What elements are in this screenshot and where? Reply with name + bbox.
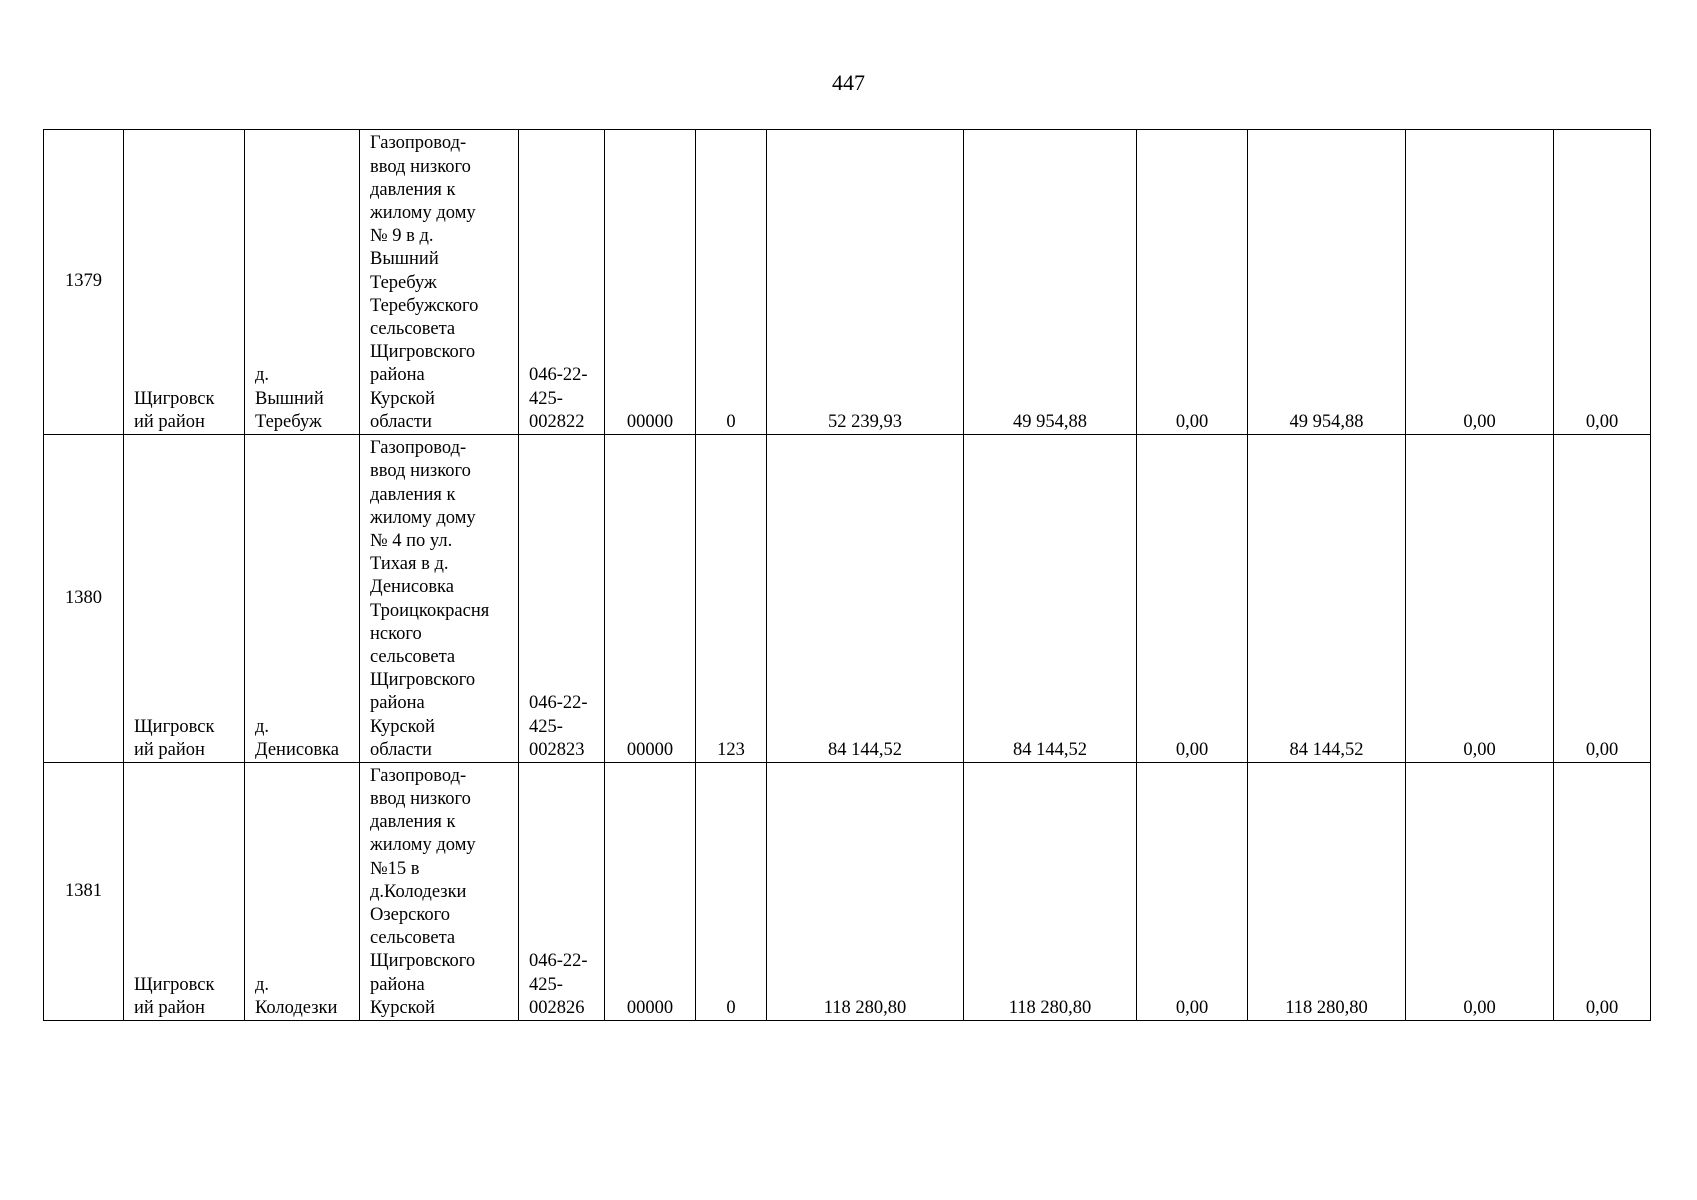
settlement-cell: д. Вышний Теребуж <box>245 130 360 435</box>
row-number: 1380 <box>44 435 124 763</box>
residual-value-cell: 84 144,52 <box>964 435 1137 763</box>
amount-cell: 0,00 <box>1554 130 1651 435</box>
amount-cell: 84 144,52 <box>1248 435 1406 763</box>
residual-value-cell: 49 954,88 <box>964 130 1137 435</box>
table-row <box>44 130 1651 435</box>
district-cell: Щигровск ий район <box>124 130 245 435</box>
row-number: 1379 <box>44 130 124 435</box>
book-value-cell: 84 144,52 <box>767 435 964 763</box>
page-number: 447 <box>832 70 865 95</box>
book-value-cell: 52 239,93 <box>767 130 964 435</box>
registration-code-cell: 046-22- 425- 002823 <box>519 435 605 763</box>
amount-cell: 0,00 <box>1137 435 1248 763</box>
object-description-cell: Газопровод- ввод низкого давления к жилому дому № 4 по ул. Тихая в д. Денисовка Троицкокрасня нского сельсовета Щигровского района Курской области <box>360 435 519 763</box>
amount-cell: 0,00 <box>1406 763 1554 1021</box>
amount-cell: 0,00 <box>1554 435 1651 763</box>
amount-cell: 0,00 <box>1406 130 1554 435</box>
book-value-cell: 118 280,80 <box>767 763 964 1021</box>
length-cell: 123 <box>696 435 767 763</box>
code-cell: 00000 <box>605 763 696 1021</box>
length-cell: 0 <box>696 763 767 1021</box>
table-row <box>44 435 1651 763</box>
object-description-text: Газопровод- ввод низкого давления к жилому дому №15 в д.Колодезки Озерского сельсовета Щигровского района Курской <box>370 765 476 1018</box>
amount-cell: 118 280,80 <box>1248 763 1406 1021</box>
district-cell: Щигровск ий район <box>124 763 245 1021</box>
amount-cell: 49 954,88 <box>1248 130 1406 435</box>
amount-cell: 0,00 <box>1137 763 1248 1021</box>
amount-cell: 0,00 <box>1554 763 1651 1021</box>
amount-cell: 0,00 <box>1137 130 1248 435</box>
registration-code-cell: 046-22- 425- 002822 <box>519 130 605 435</box>
district-cell: Щигровск ий район <box>124 435 245 763</box>
settlement-cell: д. Колодезки <box>245 763 360 1021</box>
table-row <box>44 763 1651 1021</box>
registry-table <box>43 129 1651 1021</box>
amount-cell: 0,00 <box>1406 435 1554 763</box>
code-cell: 00000 <box>605 435 696 763</box>
registration-code-cell: 046-22- 425- 002826 <box>519 763 605 1021</box>
object-description-cell <box>360 763 519 1021</box>
code-cell: 00000 <box>605 130 696 435</box>
length-cell: 0 <box>696 130 767 435</box>
residual-value-cell: 118 280,80 <box>964 763 1137 1021</box>
row-number: 1381 <box>44 763 124 1021</box>
settlement-cell: д. Денисовка <box>245 435 360 763</box>
object-description-cell: Газопровод- ввод низкого давления к жилому дому № 9 в д. Вышний Теребуж Теребужского сельсовета Щигровского района Курской области <box>360 130 519 435</box>
